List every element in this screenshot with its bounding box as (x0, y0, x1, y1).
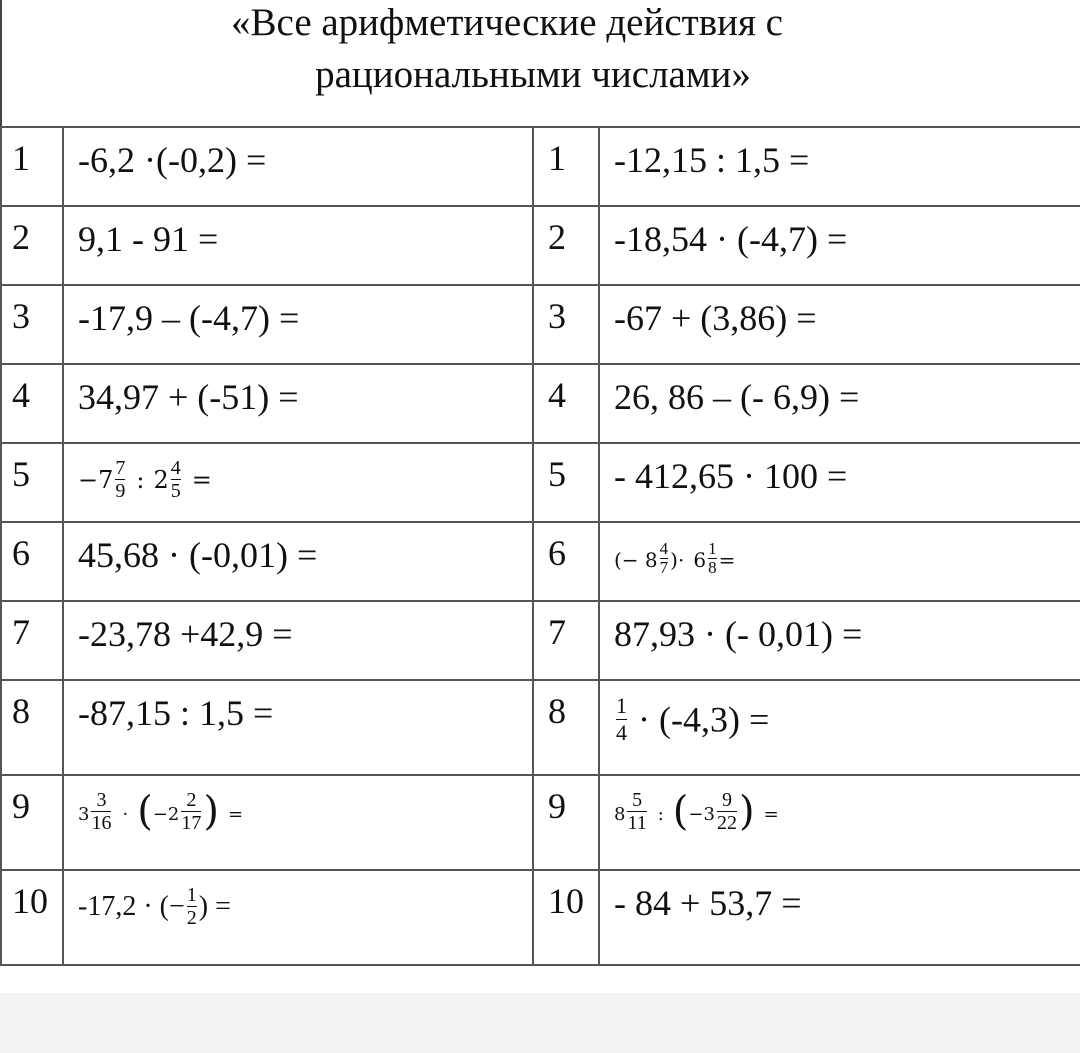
exercise-expression: -12,15 : 1,5 = (599, 127, 1080, 206)
fraction: $\frac{1}{8}$ (708, 539, 717, 578)
exercise-expression: 34,97 + (-51) = (63, 364, 533, 443)
exercise-number: 2 (533, 206, 599, 285)
exercise-number: 3 (1, 285, 63, 364)
table-row (1, 127, 1080, 206)
fraction: $\frac{4}{5}$ (170, 457, 181, 503)
exercise-number: 4 (1, 364, 63, 443)
exercise-number: 9 (1, 775, 63, 870)
fraction: $\frac{7}{9}$ (115, 457, 126, 503)
exercise-expression: - 84 + 53,7 = (599, 870, 1080, 965)
fraction: $\frac{3}{16}$ (91, 789, 112, 835)
exercise-number: 1 (1, 127, 63, 206)
table-row (1, 775, 1080, 870)
exercise-number: 3 (533, 285, 599, 364)
page-bottom-margin (0, 993, 1080, 1053)
exercise-expression: 87,93 · (- 0,01) = (599, 601, 1080, 680)
table-row (1, 443, 1080, 522)
fraction: $\frac{5}{11}$ (627, 789, 647, 835)
exercise-number: 1 (533, 127, 599, 206)
table-row (1, 206, 1080, 285)
fraction: $\frac{1}{2}$ (186, 884, 197, 930)
table-row (1, 285, 1080, 364)
exercise-expression: - 412,65 · 100 = (599, 443, 1080, 522)
table-row (1, 364, 1080, 443)
exercise-expression: (− 8 $\frac{4}{7}$ )· 6 $\frac{1}{8}$ = (599, 522, 1080, 601)
exercise-number: 6 (533, 522, 599, 601)
exercise-number: 9 (533, 775, 599, 870)
exercise-table (0, 126, 1080, 966)
exercise-number: 5 (1, 443, 63, 522)
exercise-expression: -6,2 ·(-0,2) = (63, 127, 533, 206)
exercise-number: 4 (533, 364, 599, 443)
fraction: $\frac{9}{22}$ (716, 789, 737, 835)
table-row (1, 870, 1080, 965)
title-line-1: «Все арифметические действия с (231, 1, 783, 44)
exercise-number: 6 (1, 522, 63, 601)
title-line-2: рациональными числами» (315, 53, 751, 96)
exercise-expression: -87,15 : 1,5 = (63, 680, 533, 775)
fraction: $\frac{4}{7}$ (659, 539, 669, 578)
exercise-number: 7 (1, 601, 63, 680)
exercise-number: 10 (533, 870, 599, 965)
exercise-expression: -67 + (3,86) = (599, 285, 1080, 364)
exercise-expression: 3 $\frac{3}{16}$ · (−2 $\frac{2}{17}$ ) = (63, 775, 533, 870)
exercise-number: 7 (533, 601, 599, 680)
exercise-number: 10 (1, 870, 63, 965)
exercise-number: 2 (1, 206, 63, 285)
exercise-expression: −7 $\frac{7}{9}$ : 2 $\frac{4}{5}$ = (63, 443, 533, 522)
exercise-expression: 45,68 · (-0,01) = (63, 522, 533, 601)
exercise-expression: -17,2 · (− $\frac{1}{2}$ ) = (63, 870, 533, 965)
table-row (1, 680, 1080, 775)
exercise-number: 8 (1, 680, 63, 775)
exercise-expression: -23,78 +42,9 = (63, 601, 533, 680)
exercise-expression: 9,1 - 91 = (63, 206, 533, 285)
fraction: $\frac{2}{17}$ (181, 789, 202, 835)
table-row (1, 601, 1080, 680)
fraction: $\frac{1}{4}$ (616, 693, 627, 745)
exercise-expression: -17,9 – (-4,7) = (63, 285, 533, 364)
exercise-expression: -18,54 · (-4,7) = (599, 206, 1080, 285)
table-row (1, 522, 1080, 601)
exercise-number: 8 (533, 680, 599, 775)
worksheet-title (0, 0, 1080, 126)
exercise-number: 5 (533, 443, 599, 522)
exercise-expression: 8 $\frac{5}{11}$ : (−3 $\frac{9}{22}$ ) = (599, 775, 1080, 870)
exercise-expression: 26, 86 – (- 6,9) = (599, 364, 1080, 443)
exercise-expression: $\frac{1}{4}$ · (-4,3) = (599, 680, 1080, 775)
